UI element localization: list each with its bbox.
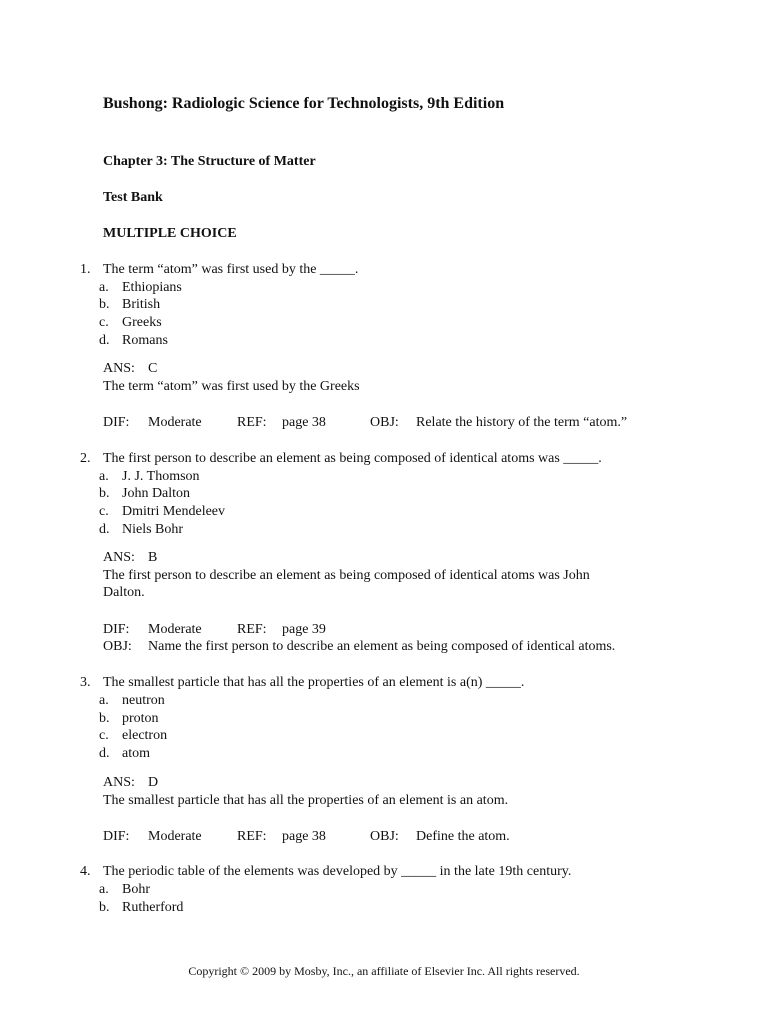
choice-letter: a. [99,469,109,484]
obj-label: OBJ: [370,415,399,430]
choice-text: British [122,297,161,312]
choice-text: Bohr [122,882,150,897]
ref-label: REF: [237,622,267,637]
section-heading: MULTIPLE CHOICE [103,226,237,241]
obj-label: OBJ: [103,639,132,654]
ref-value: page 38 [282,829,326,844]
choice-text: neutron [122,693,165,708]
choice-text: Rutherford [122,900,184,915]
choice-letter: b. [99,711,110,726]
dif-label: DIF: [103,622,130,637]
choice-letter: d. [99,746,110,761]
answer-value: B [148,550,158,565]
choice-text: electron [122,728,168,743]
ref-label: REF: [237,829,267,844]
choice-text: Dmitri Mendeleev [122,504,226,519]
choice-text: Ethiopians [122,280,182,295]
explanation: The first person to describe an element as being composed of identical atoms was John [103,568,590,583]
question-number: 2. [80,451,91,466]
dif-value: Moderate [148,622,202,637]
question-text: The first person to describe an element as being composed of identical atoms was _____. [103,451,602,466]
question-number: 1. [80,262,91,277]
book-title: Bushong: Radiologic Science for Technologists, 9th Edition [103,95,505,112]
choice-text: J. J. Thomson [122,469,200,484]
choice-letter: b. [99,297,110,312]
explanation: The smallest particle that has all the properties of an element is an atom. [103,793,509,808]
choice-text: atom [122,746,150,761]
question-text: The term “atom” was first used by the _____. [103,262,359,277]
question-number: 4. [80,864,91,879]
copyright-footer: Copyright © 2009 by Mosby, Inc., an affiliate of Elsevier Inc. All rights reserved. [188,964,580,978]
choice-letter: d. [99,522,110,537]
obj-value: Relate the history of the term “atom.” [416,415,628,430]
question-text: The periodic table of the elements was developed by _____ in the late 19th century. [103,864,572,879]
obj-value: Define the atom. [416,829,510,844]
choice-letter: a. [99,280,109,295]
choice-letter: a. [99,882,109,897]
dif-value: Moderate [148,829,202,844]
choice-letter: b. [99,900,110,915]
answer-label: ANS: [103,550,135,565]
choice-text: Greeks [122,315,162,330]
answer-label: ANS: [103,775,135,790]
dif-value: Moderate [148,415,202,430]
chapter-title: Chapter 3: The Structure of Matter [103,154,316,169]
ref-value: page 39 [282,622,326,637]
choice-text: Romans [122,333,168,348]
choice-letter: c. [99,315,109,330]
explanation: The term “atom” was first used by the Greeks [103,379,360,394]
choice-letter: d. [99,333,110,348]
obj-label: OBJ: [370,829,399,844]
question-text: The smallest particle that has all the properties of an element is a(n) _____. [103,675,525,690]
answer-label: ANS: [103,361,135,376]
ref-value: page 38 [282,415,326,430]
dif-label: DIF: [103,829,130,844]
choice-letter: a. [99,693,109,708]
choice-letter: b. [99,486,110,501]
choice-text: proton [122,711,159,726]
choice-letter: c. [99,728,109,743]
choice-letter: c. [99,504,109,519]
test-bank-heading: Test Bank [103,190,163,205]
choice-text: John Dalton [122,486,191,501]
answer-value: C [148,361,158,376]
dif-label: DIF: [103,415,130,430]
question-number: 3. [80,675,91,690]
explanation: Dalton. [103,585,145,600]
ref-label: REF: [237,415,267,430]
choice-text: Niels Bohr [122,522,184,537]
obj-value: Name the first person to describe an element as being composed of identical atoms. [148,639,616,654]
answer-value: D [148,775,159,790]
